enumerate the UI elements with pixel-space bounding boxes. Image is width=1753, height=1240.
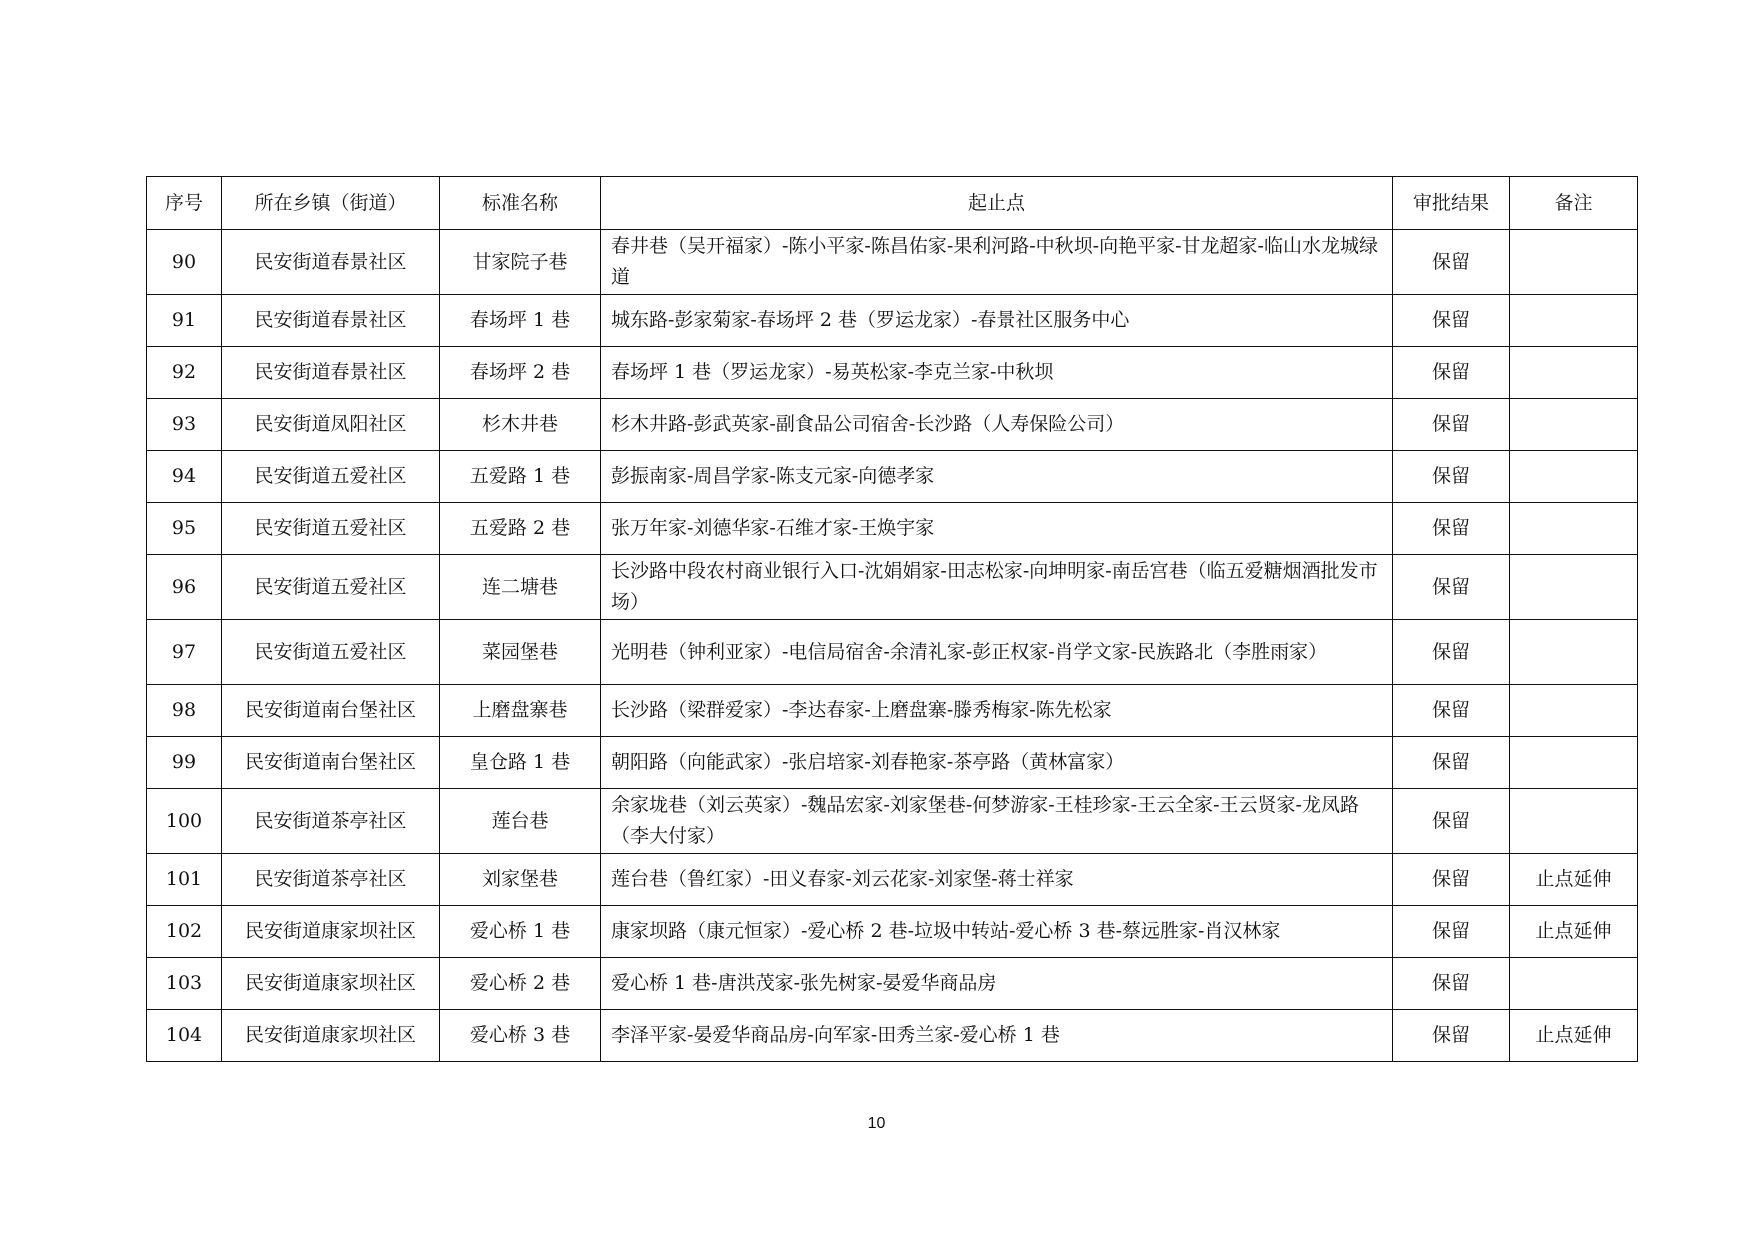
cell-remark: 止点延伸 — [1510, 854, 1638, 906]
header-remark: 备注 — [1510, 177, 1638, 230]
header-approval-result: 审批结果 — [1393, 177, 1510, 230]
cell-town: 民安街道南台堡社区 — [222, 685, 440, 737]
cell-route: 长沙路中段农村商业银行入口-沈娟娟家-田志松家-向坤明家-南岳宫巷（临五爱糖烟酒批发市场） — [601, 555, 1393, 620]
cell-town: 民安街道春景社区 — [222, 347, 440, 399]
cell-standard-name: 爱心桥 1 巷 — [440, 906, 601, 958]
cell-route: 李泽平家-晏爱华商品房-向军家-田秀兰家-爱心桥 1 巷 — [601, 1010, 1393, 1062]
cell-index: 102 — [147, 906, 222, 958]
cell-approval-result: 保留 — [1393, 451, 1510, 503]
table-row — [147, 1010, 1638, 1062]
cell-standard-name: 爱心桥 3 巷 — [440, 1010, 601, 1062]
cell-standard-name: 刘家堡巷 — [440, 854, 601, 906]
cell-index: 97 — [147, 620, 222, 685]
cell-index: 100 — [147, 789, 222, 854]
cell-standard-name: 春场坪 1 巷 — [440, 295, 601, 347]
cell-town: 民安街道康家坝社区 — [222, 1010, 440, 1062]
cell-standard-name: 莲台巷 — [440, 789, 601, 854]
header-town: 所在乡镇（街道） — [222, 177, 440, 230]
cell-route: 爱心桥 1 巷-唐洪茂家-张先树家-晏爱华商品房 — [601, 958, 1393, 1010]
cell-remark — [1510, 347, 1638, 399]
cell-index: 98 — [147, 685, 222, 737]
table-row — [147, 451, 1638, 503]
table-row — [147, 399, 1638, 451]
cell-approval-result: 保留 — [1393, 399, 1510, 451]
cell-approval-result: 保留 — [1393, 347, 1510, 399]
cell-index: 103 — [147, 958, 222, 1010]
cell-standard-name: 五爱路 2 巷 — [440, 503, 601, 555]
cell-town: 民安街道五爱社区 — [222, 503, 440, 555]
cell-route: 杉木井路-彭武英家-副食品公司宿舍-长沙路（人寿保险公司） — [601, 399, 1393, 451]
header-standard-name: 标准名称 — [440, 177, 601, 230]
cell-remark — [1510, 230, 1638, 295]
cell-route: 余家垅巷（刘云英家）-魏品宏家-刘家堡巷-何梦游家-王桂珍家-王云全家-王云贤家-龙凤路（李大付家） — [601, 789, 1393, 854]
cell-approval-result: 保留 — [1393, 555, 1510, 620]
cell-index: 93 — [147, 399, 222, 451]
cell-town: 民安街道春景社区 — [222, 230, 440, 295]
cell-approval-result: 保留 — [1393, 1010, 1510, 1062]
cell-remark — [1510, 503, 1638, 555]
table-row — [147, 906, 1638, 958]
cell-route: 春井巷（吴开福家）-陈小平家-陈昌佑家-果利河路-中秋坝-向艳平家-甘龙超家-临山水龙城绿道 — [601, 230, 1393, 295]
cell-town: 民安街道五爱社区 — [222, 451, 440, 503]
cell-remark — [1510, 555, 1638, 620]
cell-index: 90 — [147, 230, 222, 295]
table-row — [147, 347, 1638, 399]
table-row — [147, 230, 1638, 295]
table-row — [147, 854, 1638, 906]
cell-index: 91 — [147, 295, 222, 347]
cell-remark — [1510, 399, 1638, 451]
cell-town: 民安街道康家坝社区 — [222, 958, 440, 1010]
table-row — [147, 789, 1638, 854]
cell-index: 101 — [147, 854, 222, 906]
cell-town: 民安街道南台堡社区 — [222, 737, 440, 789]
cell-town: 民安街道茶亭社区 — [222, 789, 440, 854]
cell-town: 民安街道五爱社区 — [222, 555, 440, 620]
cell-town: 民安街道康家坝社区 — [222, 906, 440, 958]
table-row — [147, 737, 1638, 789]
cell-standard-name: 甘家院子巷 — [440, 230, 601, 295]
cell-remark — [1510, 958, 1638, 1010]
cell-approval-result: 保留 — [1393, 737, 1510, 789]
cell-standard-name: 爱心桥 2 巷 — [440, 958, 601, 1010]
cell-standard-name: 上磨盘寨巷 — [440, 685, 601, 737]
cell-index: 96 — [147, 555, 222, 620]
header-index: 序号 — [147, 177, 222, 230]
cell-approval-result: 保留 — [1393, 685, 1510, 737]
cell-standard-name: 五爱路 1 巷 — [440, 451, 601, 503]
cell-town: 民安街道春景社区 — [222, 295, 440, 347]
table-row — [147, 503, 1638, 555]
cell-town: 民安街道凤阳社区 — [222, 399, 440, 451]
table-row — [147, 295, 1638, 347]
cell-standard-name: 连二塘巷 — [440, 555, 601, 620]
cell-standard-name: 杉木井巷 — [440, 399, 601, 451]
cell-remark: 止点延伸 — [1510, 906, 1638, 958]
cell-standard-name: 皇仓路 1 巷 — [440, 737, 601, 789]
cell-remark — [1510, 685, 1638, 737]
table-row — [147, 685, 1638, 737]
cell-index: 92 — [147, 347, 222, 399]
cell-standard-name: 菜园堡巷 — [440, 620, 601, 685]
cell-approval-result: 保留 — [1393, 503, 1510, 555]
cell-index: 104 — [147, 1010, 222, 1062]
cell-route: 康家坝路（康元恒家）-爱心桥 2 巷-垃圾中转站-爱心桥 3 巷-蔡远胜家-肖汉林家 — [601, 906, 1393, 958]
cell-remark: 止点延伸 — [1510, 1010, 1638, 1062]
cell-approval-result: 保留 — [1393, 789, 1510, 854]
cell-route: 彭振南家-周昌学家-陈支元家-向德孝家 — [601, 451, 1393, 503]
cell-remark — [1510, 451, 1638, 503]
cell-index: 99 — [147, 737, 222, 789]
page-number: 10 — [867, 1115, 886, 1132]
table-row — [147, 958, 1638, 1010]
cell-remark — [1510, 737, 1638, 789]
cell-approval-result: 保留 — [1393, 620, 1510, 685]
header-route: 起止点 — [601, 177, 1393, 230]
cell-route: 张万年家-刘德华家-石维才家-王焕宇家 — [601, 503, 1393, 555]
cell-remark — [1510, 295, 1638, 347]
cell-remark — [1510, 789, 1638, 854]
document-page — [146, 176, 1637, 1062]
cell-route: 朝阳路（向能武家）-张启培家-刘春艳家-茶亭路（黄林富家） — [601, 737, 1393, 789]
cell-approval-result: 保留 — [1393, 958, 1510, 1010]
cell-index: 95 — [147, 503, 222, 555]
cell-route: 城东路-彭家菊家-春场坪 2 巷（罗运龙家）-春景社区服务中心 — [601, 295, 1393, 347]
cell-town: 民安街道五爱社区 — [222, 620, 440, 685]
cell-approval-result: 保留 — [1393, 854, 1510, 906]
cell-approval-result: 保留 — [1393, 295, 1510, 347]
road-name-table — [146, 176, 1638, 1062]
table-row — [147, 555, 1638, 620]
cell-standard-name: 春场坪 2 巷 — [440, 347, 601, 399]
cell-route: 莲台巷（鲁红家）-田义春家-刘云花家-刘家堡-蒋士祥家 — [601, 854, 1393, 906]
cell-route: 春场坪 1 巷（罗运龙家）-易英松家-李克兰家-中秋坝 — [601, 347, 1393, 399]
cell-route: 长沙路（梁群爱家）-李达春家-上磨盘寨-滕秀梅家-陈先松家 — [601, 685, 1393, 737]
cell-route: 光明巷（钟利亚家）-电信局宿舍-余清礼家-彭正权家-肖学文家-民族路北（李胜雨家） — [601, 620, 1393, 685]
table-header-row — [147, 177, 1638, 230]
table-row — [147, 620, 1638, 685]
cell-remark — [1510, 620, 1638, 685]
cell-town: 民安街道茶亭社区 — [222, 854, 440, 906]
cell-approval-result: 保留 — [1393, 906, 1510, 958]
cell-approval-result: 保留 — [1393, 230, 1510, 295]
cell-index: 94 — [147, 451, 222, 503]
